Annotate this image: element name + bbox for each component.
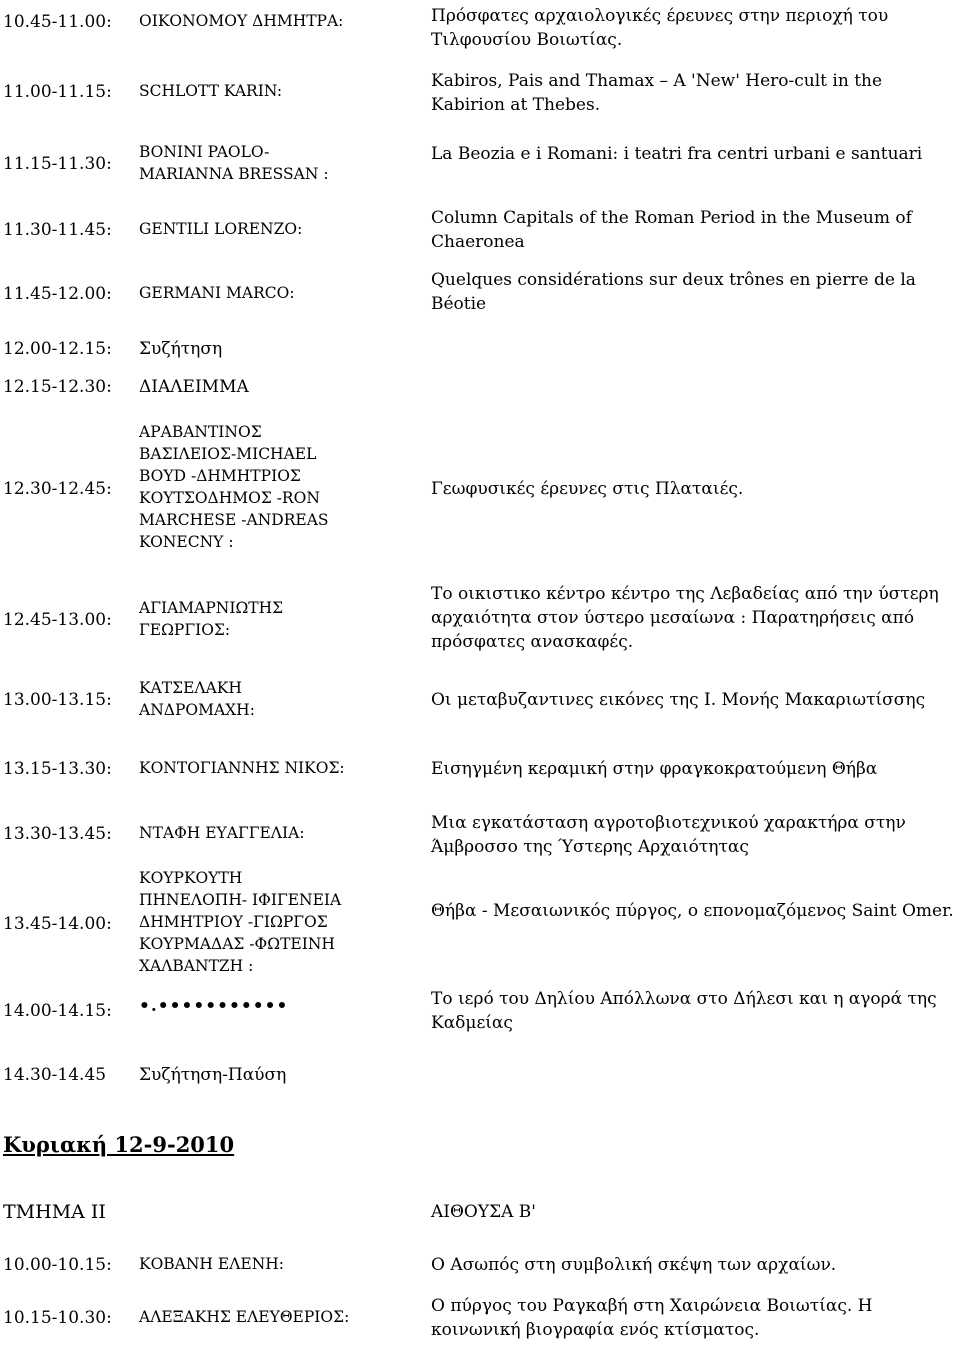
time-slot: 10.45-11.00: xyxy=(3,12,112,32)
speaker-name: ΑΓΙΑΜΑΡΝΙΩΤΗΣ ΓΕΩΡΓΙΟΣ: xyxy=(139,599,284,639)
talk-title: Quelques considérations sur deux trônes en pierre de la Béotie xyxy=(431,270,916,314)
speaker-name: ΑΛΕΞΑΚΗΣ ΕΛΕΥΘΕΡΙΟΣ: xyxy=(139,1308,350,1326)
speaker-name: BONINI PAOLO- MARIANNA BRESSAN : xyxy=(139,143,329,183)
speaker-name: GENTILI LORENZO: xyxy=(139,220,303,238)
time-slot: 11.45-12.00: xyxy=(3,284,112,304)
speaker-name: ΚΟΥΡΚΟΥΤΗ ΠΗΝΕΛΟΠΗ- ΙΦΙΓΕΝΕΙΑ ΔΗΜΗΤΡΙΟΥ -ΓΙΩΡΓΟΣ ΚΟΥΡΜΑΔΑΣ -ΦΩΤΕΙΝΗ ΧΑΛΒΑΝΤΖΗ : xyxy=(139,869,342,975)
speaker-name: ΝΤΑΦΗ ΕΥΑΓΓΕΛΙΑ: xyxy=(139,824,305,842)
time-slot: 10.00-10.15: xyxy=(3,1255,112,1275)
time-slot: 14.30-14.45 xyxy=(3,1065,107,1085)
talk-title: La Beozia e i Romani: i teatri fra centri urbani e santuari xyxy=(431,144,923,164)
break-label: ΔΙΑΛΕΙΜΜΑ xyxy=(139,377,249,397)
time-slot: 13.45-14.00: xyxy=(3,914,112,934)
talk-title: Ο Ασωπός στη συμβολική σκέψη των αρχαίων. xyxy=(431,1255,837,1275)
speaker-name: ΟΙΚΟΝΟΜΟΥ ΔΗΜΗΤΡΑ: xyxy=(139,12,344,30)
time-slot: 11.15-11.30: xyxy=(3,154,112,174)
discussion-label: Συζήτηση xyxy=(139,339,223,359)
time-slot: 13.00-13.15: xyxy=(3,690,112,710)
time-slot: 11.30-11.45: xyxy=(3,220,112,240)
day-heading: Κυριακή 12-9-2010 xyxy=(3,1132,235,1157)
time-slot: 14.00-14.15: xyxy=(3,1001,112,1021)
speaker-name: ΑΡΑΒΑΝΤΙΝΟΣ ΒΑΣΙΛΕΙΟΣ-MICHAEL BOYD -ΔΗΜΗΤΡΙΟΣ ΚΟΥΤΣΟΔΗΜΟΣ -RON MARCHESE -ANDREAS KONECNY : xyxy=(139,423,329,551)
speaker-name: ΚΑΤΣΕΛΑΚΗ ΑΝΔΡΟΜΑΧΗ: xyxy=(139,679,255,719)
talk-title: Μια εγκατάσταση αγροτοβιοτεχνικού χαρακτήρα στην Άμβροσσο της Ύστερης Αρχαιότητας xyxy=(431,813,906,857)
room-label: ΑΙΘΟΥΣΑ Β' xyxy=(431,1202,536,1222)
time-slot: 10.15-10.30: xyxy=(3,1308,112,1328)
section-label: ΤΜΗΜΑ ΙΙ xyxy=(3,1201,106,1223)
speaker-name: ΚΟΒΑΝΗ ΕΛΕΝΗ: xyxy=(139,1255,285,1273)
talk-title: Το ιερό του Δηλίου Απόλλωνα στο Δήλεσι και η αγορά της Καδμείας xyxy=(431,989,937,1033)
talk-title: Kabiros, Pais and Thamax – A 'New' Hero-cult in the Kabirion at Thebes. xyxy=(431,71,883,115)
talk-title: Πρόσφατες αρχαιολογικές έρευνες στην περιοχή του Τιλφουσίου Βοιωτίας. xyxy=(431,6,889,50)
time-slot: 13.30-13.45: xyxy=(3,824,112,844)
time-slot: 12.45-13.00: xyxy=(3,610,112,630)
talk-title: Το οικιστικο κέντρο κέντρο της Λεβαδείας από την ύστερη αρχαιότητα στον ύστερο μεσαίωνα : Παρατηρήσεις από πρόσφατες ανασκαφές. xyxy=(431,584,939,652)
time-slot: 11.00-11.15: xyxy=(3,82,112,102)
time-slot: 12.30-12.45: xyxy=(3,479,112,499)
time-slot: 12.00-12.15: xyxy=(3,339,112,359)
talk-title: Ο πύργος του Ραγκαβή στη Χαιρώνεια Βοιωτίας. Η κοινωνική βιογραφία ενός κτίσματος. xyxy=(431,1296,873,1340)
placeholder-dots: •.••••••••••• xyxy=(139,996,289,1016)
talk-title: Γεωφυσικές έρευνες στις Πλαταιές. xyxy=(431,479,744,499)
time-slot: 13.15-13.30: xyxy=(3,759,112,779)
talk-title: Θήβα - Μεσαιωνικός πύργος, ο επονομαζόμενος Saint Omer. xyxy=(431,901,954,921)
talk-title: Οι μεταβυζαντινες εικόνες της Ι. Μονής Μακαριωτίσσης xyxy=(431,690,926,710)
time-slot: 12.15-12.30: xyxy=(3,377,112,397)
speaker-name: ΚΟΝΤΟΓΙΑΝΝΗΣ ΝΙΚΟΣ: xyxy=(139,759,345,777)
speaker-name: GERMANI MARCO: xyxy=(139,284,295,302)
speaker-name: SCHLOTT KARIN: xyxy=(139,82,283,100)
discussion-label: Συζήτηση-Παύση xyxy=(139,1065,287,1085)
talk-title: Εισηγμένη κεραμική στην φραγκοκρατούμενη Θήβα xyxy=(431,759,878,779)
talk-title: Column Capitals of the Roman Period in the Museum of Chaeronea xyxy=(431,208,912,252)
